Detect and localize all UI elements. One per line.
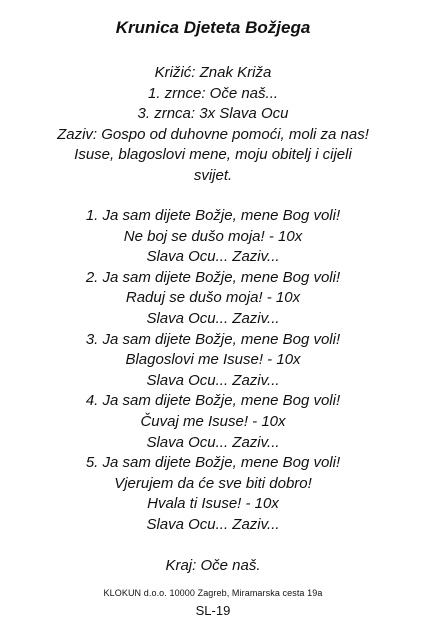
decade-line: Raduj se dušo moja! - 10x [125,289,301,307]
intro-line: Zaziv: Gospo od duhovne pomoći, moli za nas! [57,125,369,143]
intro-section [0,63,426,187]
decade-line: 4. Ja sam dijete Božje, mene Bog voli! [85,392,341,410]
decade-line: Ne boj se dušo moja! - 10x [123,227,303,245]
decade-line: Hvala ti Isuse! - 10x [147,495,279,513]
intro-line: Isuse, blagoslovi mene, moju obitelj i cijeli [74,146,352,164]
decade-line: 2. Ja sam dijete Božje, mene Bog voli! [85,268,341,286]
intro-line: 1. zrnce: Oče naš... [147,84,279,102]
product-code: SL-19 [195,603,231,618]
page-title: Krunica Djeteta Božjega [115,18,311,37]
ending-line: Kraj: Oče naš. [165,557,261,574]
intro-line: 3. zrnca: 3x Slava Ocu [137,105,289,123]
publisher-info: KLOKUN d.o.o. 10000 Zagreb, Miramarska cesta 19a [103,588,323,598]
decade-line: Blagoslovi me Isuse! - 10x [125,351,301,369]
decade-line: 1. Ja sam dijete Božje, mene Bog voli! [85,207,341,224]
intro-line: svijet. [193,166,233,184]
decade-line: Slava Ocu... Zaziv... [146,433,280,451]
decade-line: Čuvaj me Isuse! - 10x [140,412,286,430]
decade-line: 3. Ja sam dijete Božje, mene Bog voli! [85,330,341,348]
decade-line: Slava Ocu... Zaziv... [146,309,280,327]
decade-line: Slava Ocu... Zaziv... [146,371,280,389]
intro-line: Križić: Znak Križa [154,64,272,81]
decade-line: Vjerujem da će sve biti dobro! [114,474,312,492]
decade-line: Slava Ocu... Zaziv... [146,248,280,266]
decade-line: Slava Ocu... Zaziv... [146,515,280,533]
decade-line: 5. Ja sam dijete Božje, mene Bog voli! [85,454,341,472]
decades-section [0,206,426,536]
